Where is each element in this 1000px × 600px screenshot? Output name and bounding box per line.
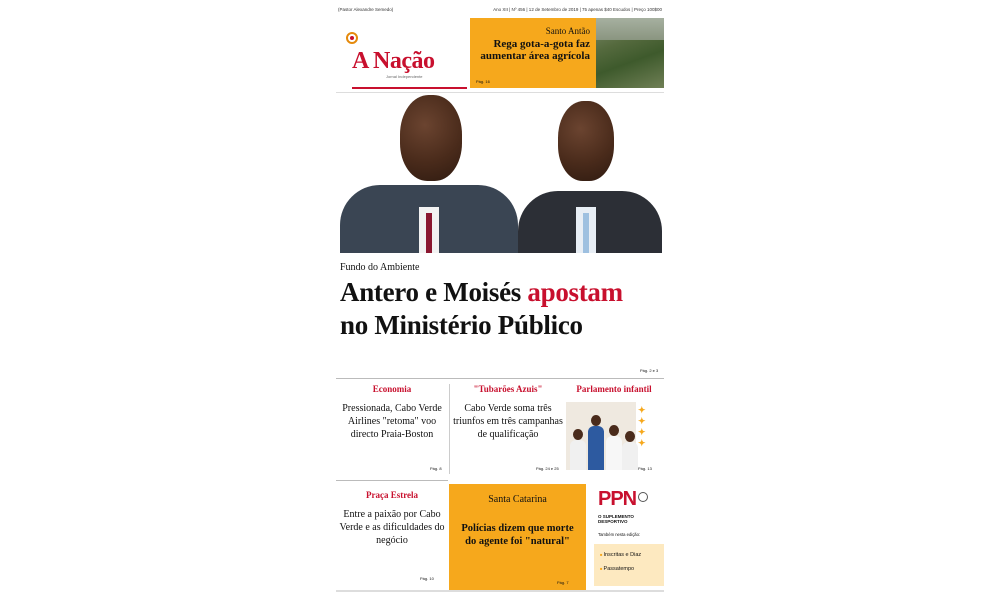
story-headline: Entre a paixão por Cabo Verde e as dificuldades do negócio: [339, 509, 445, 546]
story-kicker: Santa Catarina: [488, 494, 547, 505]
newspaper-logo[interactable]: [342, 24, 472, 84]
story-page-ref: Pág. 24 e 25: [536, 466, 559, 471]
lead-headline-part1: Antero e Moisés: [340, 277, 528, 307]
story-page-ref: Pág. 13: [638, 466, 652, 471]
terraced-field-photo: [596, 18, 664, 88]
director-credit: (Pastor Alexandre Semedo): [338, 7, 394, 12]
masthead: [336, 18, 664, 90]
edition-label: Também nesta edição:: [598, 532, 641, 537]
teaser-kicker: Santo Antão: [545, 26, 590, 36]
story-page-ref: Pág. 10: [420, 576, 434, 581]
newspaper-front-page: [336, 0, 664, 600]
lead-kicker: Fundo do Ambiente: [340, 262, 420, 273]
story-headline: Pressionada, Cabo Verde Airlines "retoma" voo directo Praia-Boston: [342, 403, 442, 440]
lead-headline-accent: apostam: [527, 277, 623, 307]
lead-headline[interactable]: [340, 276, 664, 342]
story-page-ref: Pág. 7: [557, 580, 569, 585]
teaser-page-ref: Pág. 16: [476, 79, 490, 84]
story-santa-catarina[interactable]: [449, 484, 586, 590]
ppn-logo: PPN: [598, 488, 637, 510]
story-praca-estrela[interactable]: [336, 490, 448, 547]
portrait-right: [518, 93, 662, 253]
teaser-headline: Rega gota-a-gota faz aumentar área agrícola: [480, 38, 590, 62]
story-section: Praça Estrela: [365, 490, 419, 500]
masthead-rule: [352, 87, 467, 89]
story-section: Parlamento infantil: [576, 384, 652, 394]
lead-headline-part2: no Ministério Público: [340, 310, 583, 340]
ppn-subtitle: O SUPLEMENTO DESPORTIVO: [598, 514, 634, 524]
newspaper-tagline: Jornal Independente: [386, 74, 423, 79]
children-group-photo: [566, 402, 636, 470]
newspaper-name: A Nação: [352, 48, 435, 74]
story-page-ref: Pág. 8: [430, 466, 442, 471]
story-section: Economia: [372, 384, 412, 394]
section-divider: [336, 378, 664, 379]
section-divider: [336, 480, 448, 481]
story-tubaroes-azuis[interactable]: [452, 384, 564, 441]
edition-item[interactable]: ■ Inscritas e Diaz: [600, 552, 641, 558]
decorative-ornament: ✦ ✦ ✦ ✦: [638, 405, 646, 448]
story-headline: Polícias dizem que morte do agente foi "natural": [461, 523, 574, 547]
story-headline: Cabo Verde soma três triunfos em três campanhas de qualificação: [453, 403, 563, 440]
ppn-supplement[interactable]: [594, 488, 664, 590]
bottom-rule: [336, 590, 664, 592]
edition-box: [594, 544, 664, 586]
teaser-santo-antao[interactable]: [470, 18, 664, 88]
column-divider: [449, 384, 450, 474]
portrait-left: [340, 93, 518, 253]
lead-page-ref: Pág. 2 e 3: [640, 368, 659, 373]
story-section: "Tubarões Azuis": [473, 384, 543, 394]
sun-icon: [346, 32, 358, 44]
story-economia[interactable]: [336, 384, 448, 441]
top-info-strip: [336, 5, 664, 15]
issue-info: Ano XII | Nº 456 | 12 de Setembro de 2019 | 75 apenas $40 Escudos | Preço 100$00: [493, 7, 662, 12]
lead-photo: [336, 92, 664, 253]
edition-item[interactable]: ■ Passatempo: [600, 566, 634, 572]
story-parlamento-infantil[interactable]: [564, 384, 664, 394]
microphone-icon: [638, 492, 648, 502]
